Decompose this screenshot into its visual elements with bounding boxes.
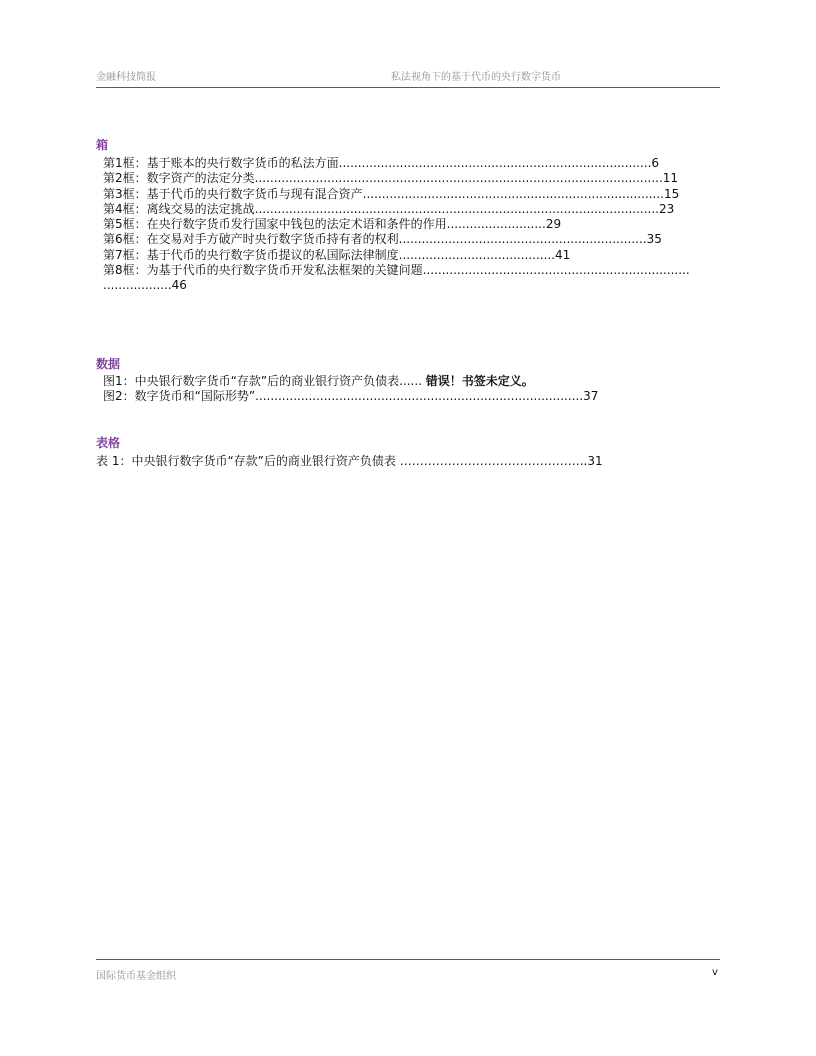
figures-list xyxy=(103,374,598,405)
boxes-list xyxy=(103,156,690,294)
toc-entry-box-7[interactable]: 第7框：基于代币的央行数字货币提议的私国际法律制度.........................................41 xyxy=(103,247,571,262)
toc-entry-figure-2[interactable]: 图2：数字货币和“国际形势”......................................................................................37 xyxy=(103,389,599,404)
toc-entry-box-8[interactable]: 第8框：为基于代币的央行数字货币开发私法框架的关键问题...................................................................... xyxy=(103,263,690,278)
header-rule xyxy=(96,87,720,88)
tables-list xyxy=(96,454,603,469)
bookmark-error: 错误！书签未定义。 xyxy=(425,374,534,388)
boxes-heading: 箱 xyxy=(96,138,109,152)
toc-entry-figure-1[interactable] xyxy=(103,374,598,389)
footer-rule xyxy=(96,959,720,960)
toc-entry-table-1[interactable]: 表 1：中央银行数字货币“存款”后的商业银行资产负债表 ………………………………………..31 xyxy=(96,454,603,468)
footer-organization: 国际货币基金组织 xyxy=(96,971,176,982)
page-number: v xyxy=(712,967,718,978)
toc-entry-box-1[interactable]: 第1框：基于账本的央行数字货币的私法方面..................................................................................6 xyxy=(103,156,660,170)
toc-entry-box-3[interactable]: 第3框：基于代币的央行数字货币与现有混合资产...............................................................................15 xyxy=(103,186,680,201)
header-publication-title: 金融科技简报 xyxy=(96,72,156,83)
header-paper-title: 私法视角下的基于代币的央行数字货币 xyxy=(391,72,561,83)
toc-entry-box-4[interactable]: 第4框：离线交易的法定挑战..........................................................................................................23 xyxy=(103,201,675,216)
toc-entry-box-6[interactable]: 第6框：在交易对手方破产时央行数字货币持有者的权利.................................................................35 xyxy=(103,232,662,247)
toc-entry-box-2[interactable]: 第2框：数字资产的法定分类...........................................................................................................11 xyxy=(103,171,679,186)
figure-1-title: 图1：中央银行数字货币“存款”后的商业银行资产负债表...... xyxy=(103,374,422,388)
tables-heading: 表格 xyxy=(96,436,121,450)
toc-entry-box-5[interactable]: 第5框：在央行数字货币发行国家中钱包的法定术语和条件的作用..........................29 xyxy=(103,217,562,232)
toc-entry-box-8-continued[interactable]: ..................46 xyxy=(103,278,187,293)
figures-heading: 数据 xyxy=(96,357,121,371)
